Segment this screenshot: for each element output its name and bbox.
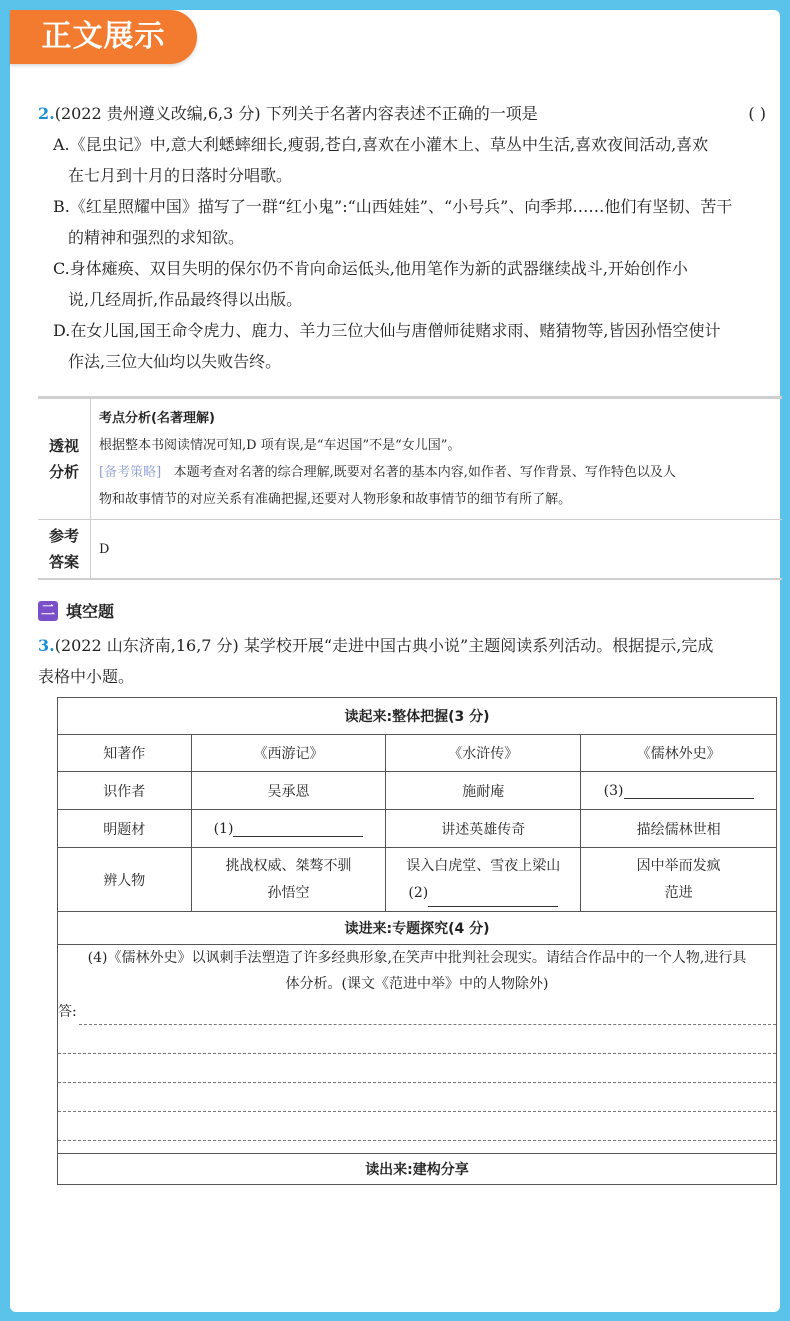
question-stem: (2022 贵州遵义改编,6,3 分) 下列关于名著内容表述不正确的一项是: [54, 104, 538, 123]
option-a: A.《昆虫记》中,意大利蟋蟀细长,瘦弱,苍白,喜欢在小灌木上、草丛中生活,喜欢夜间活动,喜欢 在七月到十月的日落时分唱歌。: [53, 135, 709, 185]
question-number: 2.: [38, 104, 55, 123]
strategy-text: [备考策略] 本题考查对名著的综合理解,既要对名著的基本内容,如作者、写作背景、写作特色以及人 物和故事情节的对应关系有准确把握,还要对人物形象和故事情节的细节有所了解。: [99, 465, 676, 507]
blank-2[interactable]: [428, 890, 558, 907]
answer-line[interactable]: [58, 1025, 776, 1054]
table-header-3: 读出来:建构分享: [58, 1154, 777, 1185]
option-d: D.在女儿国,国王命令虎力、鹿力、羊力三位大仙与唐僧师徒赌求雨、赌猜物等,皆因孙悟空使计 作法,三位大仙均以失败告终。: [53, 321, 721, 371]
analysis-box: [38, 396, 782, 580]
blank-1[interactable]: [233, 820, 363, 837]
answer-line[interactable]: [58, 1083, 776, 1112]
analysis-heading: 考点分析(名著理解): [99, 411, 215, 426]
table-header-2: 读进来:专题探究(4 分): [58, 912, 777, 945]
question-4-cell: (4)《儒林外史》以讽刺手法塑造了许多经典形象,在笑声中批判社会现实。请结合作品中的一个人物,进行具 体分析。(课文《范进中举》中的人物除外) 答:: [58, 945, 777, 1154]
blank-3[interactable]: [624, 782, 754, 799]
section-banner: 正文展示: [10, 10, 197, 64]
answer-line[interactable]: [79, 1004, 776, 1025]
option-c: C.身体瘫痪、双目失明的保尔仍不肯向命运低头,他用笔作为新的武器继续战斗,开始创作小 说,几经周折,作品最终得以出版。: [53, 259, 688, 309]
table-header-1: 读起来:整体把握(3 分): [58, 698, 777, 735]
table-row: 辨人物 挑战权威、桀骜不驯 孙悟空 误入白虎堂、雪夜上梁山 (2) 因中举而发疯 范进: [58, 848, 777, 912]
page-card: [10, 10, 780, 1312]
section-title: 填空题: [66, 602, 115, 621]
option-b: B.《红星照耀中国》描写了一群“红小鬼”:“山西娃娃”、“小号兵”、向季邦……他们有坚韧、苦干 的精神和强烈的求知欲。: [53, 197, 733, 247]
answer-label: 参考 答案: [38, 520, 91, 578]
answer-bracket: ( ): [748, 104, 766, 123]
answer-line[interactable]: [58, 1112, 776, 1141]
answer-line[interactable]: [58, 1054, 776, 1083]
section-heading: [38, 599, 114, 622]
question-table: [57, 697, 777, 1185]
question-3: 3.(2022 山东济南,16,7 分) 某学校开展“走进中国古典小说”主题阅读系列活动。根据提示,完成 表格中小题。: [38, 636, 714, 686]
table-row: 明题材 (1) 讲述英雄传奇 描绘儒林世相: [58, 810, 777, 848]
section-badge: 二: [38, 601, 58, 621]
question-2: [38, 98, 766, 377]
answer-value: D: [99, 541, 110, 557]
table-row: 识作者 吴承恩 施耐庵 (3): [58, 772, 777, 810]
table-row: 知著作 《西游记》 《水浒传》 《儒林外史》: [58, 735, 777, 772]
analysis-text: 根据整本书阅读情况可知,D 项有误,是“车迟国”不是“女儿国”。: [99, 438, 461, 453]
analysis-label: 透视 分析: [38, 399, 91, 519]
